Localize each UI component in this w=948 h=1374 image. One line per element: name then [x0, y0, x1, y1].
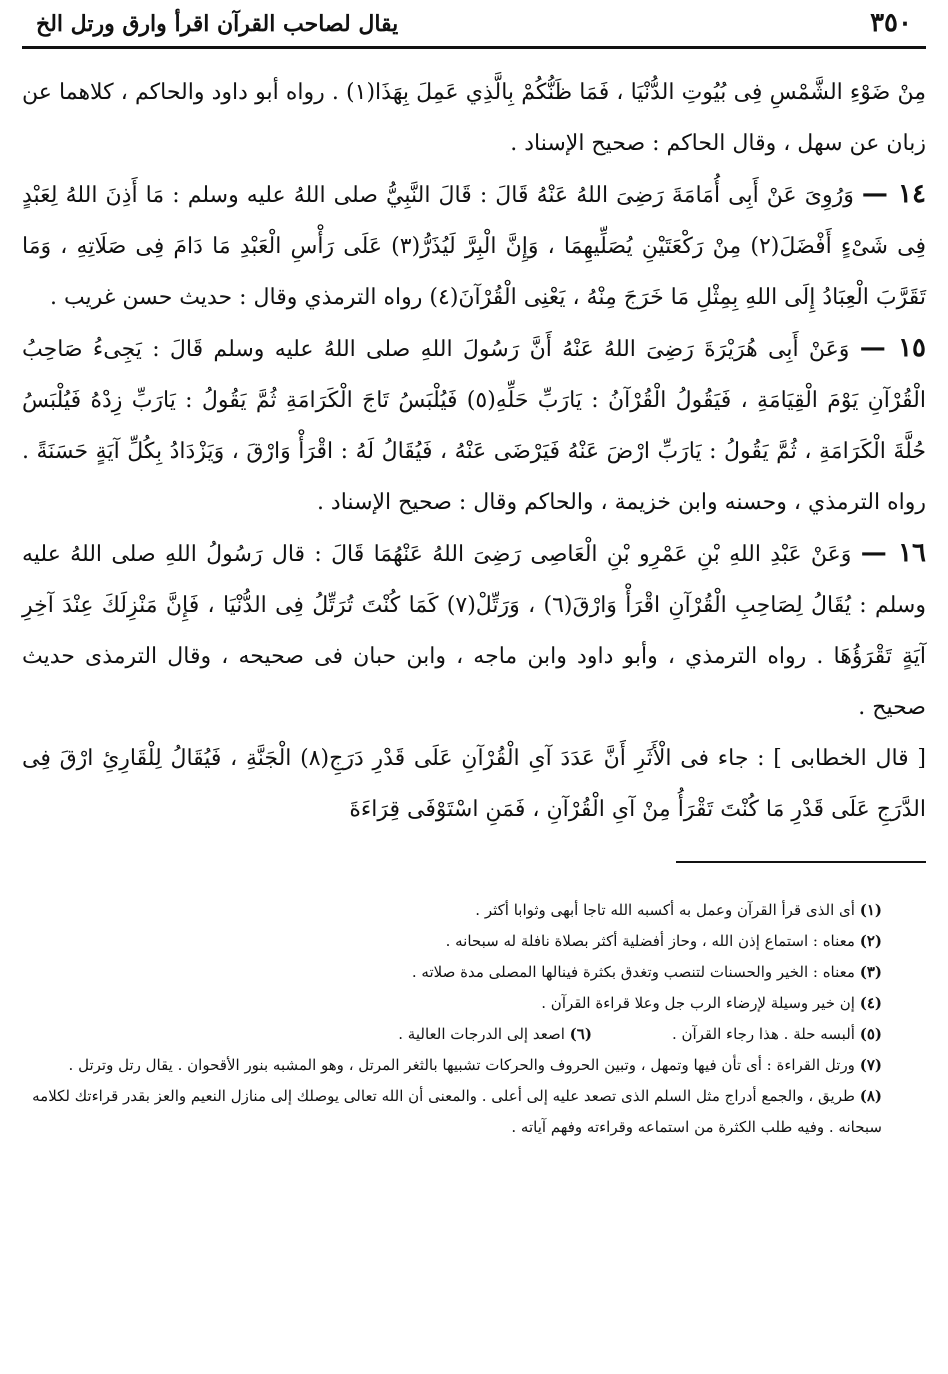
paragraph-text: وَرُوِىَ عَنْ أَبِى أُمَامَةَ رَضِىَ اللهُ عَنْهُ قَالَ : قَالَ النَّبِيُّ صلى اللهُ عليه وسلم : مَا أَذِنَ اللهُ لِعَبْدٍ فِى شَىْءٍ أَفْضَلَ(٢) مِنْ رَكْعَتَيْنِ يُصَلِّيهِمَا ، وَإِنَّ الْبِرَّ لَيُذَرُّ(٣) عَلَى رَأْسِ الْعَبْدِ مَا دَامَ فِى صَلَاتِهِ ، وَمَا تَقَرَّبَ الْعِبَادُ إِلَى اللهِ بِمِثْلِ مَا خَرَجَ مِنْهُ ، يَعْنِى الْقُرْآنَ(٤) رواه الترمذي وقال : حديث حسن غريب . — [22, 183, 927, 310]
footnote-7 — [32, 1050, 882, 1081]
footnote-text: معناه : استماع إذن الله ، وحاز أفضلية أكثر بصلاة نافلة له سبحانه . — [445, 932, 855, 950]
footnote-number: (١) — [859, 901, 882, 919]
footnote-1 — [32, 895, 882, 926]
footnote-number: (٥) — [859, 1025, 882, 1043]
paragraph-text: مِنْ ضَوْءِ الشَّمْسِ فِى بُيُوتِ الدُّنْيَا ، فَمَا ظَنُّكُمْ بِالَّذِي عَمِلَ بِهَذَا(١) . رواه أبو داود والحاكم ، كلاهما عن زبان عن سهل ، وقال الحاكم : صحيح الإسناد . — [22, 80, 926, 156]
running-title: يقال لصاحب القرآن اقرأ وارق ورتل الخ — [36, 11, 399, 37]
paragraph-text: وَعَنْ أَبِى هُرَيْرَةَ رَضِىَ اللهُ عَنْهُ أَنَّ رَسُولَ اللهِ صلى اللهُ عليه وسلم قَالَ : يَجِىءُ صَاحِبُ الْقُرْآنِ يَوْمَ الْقِيَامَةِ ، فَيَقُولُ الْقُرْآنُ : يَارَبِّ حَلِّهِ(٥) فَيُلْبَسُ تَاجَ الْكَرَامَةِ ثُمَّ يَقُولُ : يَارَبِّ زِدْهُ فَيُلْبَسُ حُلَّةَ الْكَرَامَةِ ، ثُمَّ يَقُولُ : يَارَبِّ ارْضَ عَنْهُ فَيَرْضَى عَنْهُ ، فَيُقَالُ لَهُ : اقْرَأْ وَارْقَ ، وَيَزْدَادُ بِكُلِّ آيَةٍ حَسَنَةً . رواه الترمذي ، وحسنه وابن خزيمة ، والحاكم وقال : صحيح الإسناد . — [22, 337, 926, 515]
hadith-15 — [22, 323, 926, 528]
footnote-text: ألبسه حلة . هذا رجاء القرآن . — [671, 1025, 855, 1043]
footnote-text: أى الذى قرأ القرآن وعمل به أكسبه الله تاجا أبهى وثوابا أكثر . — [475, 901, 855, 919]
footnote-number: (٨) — [859, 1087, 882, 1105]
footnote-row-5-6 — [32, 1019, 882, 1050]
footnote-6 — [398, 1019, 592, 1050]
main-text — [22, 67, 926, 835]
footnote-3 — [32, 957, 882, 988]
paragraph-text: وَعَنْ عَبْدِ اللهِ بْنِ عَمْرِو بْنِ الْعَاصِى رَضِىَ اللهُ عَنْهُمَا قَالَ : قال رَسُولُ اللهِ صلى اللهُ عليه وسلم : يُقَالُ لِصَاحِبِ الْقُرْآنِ اقْرَأْ وَارْقَ(٦) ، وَرَتِّلْ(٧) كَمَا كُنْتَ تُرَتِّلُ فِى الدُّنْيَا ، فَإِنَّ مَنْزِلَكَ عِنْدَ آخِرِ آيَةٍ تَقْرَؤُهَا . رواه الترمذي ، وأبو داود وابن ماجه ، وابن حبان فى صحيحه ، وقال الترمذى حديث صحيح . — [22, 542, 926, 720]
paragraph-continuation — [22, 67, 926, 169]
footnote-number: (٦) — [569, 1025, 592, 1043]
footnote-text: طريق ، والجمع أدراج مثل السلم الذى تصعد عليه إلى أعلى . والمعنى أن الله تعالى يوصلك إلى منازل النعيم والعز بقدر قراءتك لكلامه سبحانه . وفيه طلب الكثرة من استماعه وقراءته وفهم آياته . — [32, 1087, 882, 1136]
footnote-divider — [676, 861, 926, 863]
footnote-8 — [32, 1081, 882, 1143]
footnote-number: (٣) — [859, 963, 882, 981]
hadith-14 — [22, 169, 926, 323]
page-header — [22, 8, 926, 49]
footnote-text: إن خير وسيلة لإرضاء الرب جل وعلا قراءة القرآن . — [541, 994, 855, 1012]
hadith-number: ١٤ — — [861, 179, 926, 209]
footnote-4 — [32, 988, 882, 1019]
hadith-number: ١٦ — — [860, 538, 927, 568]
footnotes — [22, 895, 926, 1143]
footnote-number: (٧) — [859, 1056, 882, 1074]
hadith-16 — [22, 528, 926, 733]
footnote-5 — [672, 1019, 882, 1050]
footnote-number: (٢) — [859, 932, 882, 950]
footnote-text: معناه : الخير والحسنات لتنصب وتغدق بكثرة فينالها المصلى مدة صلاته . — [411, 963, 855, 981]
hadith-number: ١٥ — — [859, 333, 926, 363]
paragraph-text: [ قال الخطابى ] : جاء فى الْأَثَرِ أَنَّ عَدَدَ آىِ الْقُرْآنِ عَلَى قَدْرِ دَرَجِ(٨) الْجَنَّةِ ، فَيُقَالُ لِلْقَارِئِ ارْقَ فِى الدَّرَجِ عَلَى قَدْرِ مَا كُنْتَ تَقْرَأُ مِنْ آىِ الْقُرْآنِ ، فَمَنِ اسْتَوْفَى قِرَاءَةَ — [22, 746, 926, 822]
footnote-2 — [32, 926, 882, 957]
footnote-text: ورتل القراءة : أى تأن فيها وتمهل ، وتبين الحروف والحركات تشبيها بالثغر المرتل ، وهو المشبه بنور الأقحوان . يقال رتل وترتل . — [68, 1056, 855, 1074]
footnote-number: (٤) — [859, 994, 882, 1012]
page-number: ٣٥٠ — [870, 8, 912, 38]
commentary-khattabi — [22, 733, 926, 835]
footnote-text: اصعد إلى الدرجات العالية . — [398, 1025, 565, 1043]
